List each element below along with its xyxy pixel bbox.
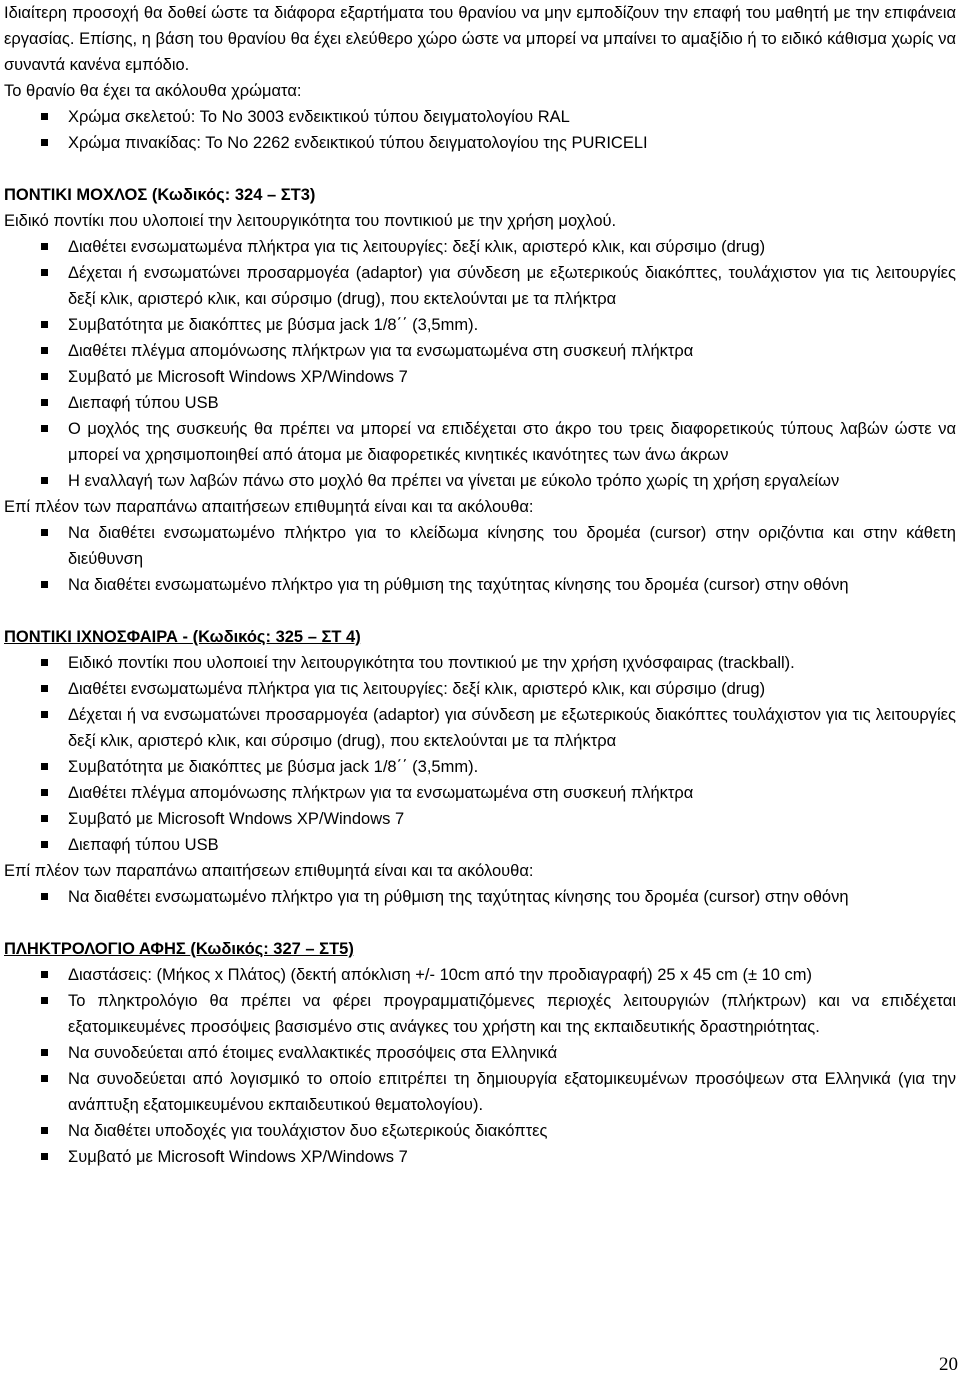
list-item: Δέχεται ή να ενσωματώνει προσαρμογέα (adaptor) για σύνδεση με εξωτερικούς διακόπτες τουλάχιστον για τις λειτουργίες δεξί κλικ, αριστερό κλικ, και σύρσιμο (drug), που εκτελούνται με τα πλήκτρα: [0, 702, 960, 754]
section-heading-touch-keyboard: [0, 936, 960, 962]
list-item: Η εναλλαγή των λαβών πάνω στο μοχλό θα πρέπει να γίνεται με εύκολο τρόπο χωρίς τη χρήση εργαλείων: [0, 468, 960, 494]
list-item: Το πληκτρολόγιο θα πρέπει να φέρει προγραμματιζόμενες περιοχές λειτουργιών (πλήκτρων) και να επιδέχεται εξατομικευμένες προσόψεις βασισμένο στις ανάγκες του χρήστη και της εκπαιδευτικής δραστηριότητας.: [0, 988, 960, 1040]
heading-title: ΠΛΗΚΤΡΟΛΟΓΙΟ ΑΦΗΣ: [4, 940, 191, 958]
list-item: Διαθέτει πλέγμα απομόνωσης πλήκτρων για τα ενσωματωμένα στη συσκευή πλήκτρα: [0, 338, 960, 364]
list-item: Χρώμα πινακίδας: Το Νο 2262 ενδεικτικού τύπου δειγματολογίου της PURICELI: [0, 130, 960, 156]
list-item: Διαθέτει ενσωματωμένα πλήκτρα για τις λειτουργίες: δεξί κλικ, αριστερό κλικ, και σύρσιμο (drug): [0, 234, 960, 260]
list-item: Διεπαφή τύπου USB: [0, 390, 960, 416]
joystick-extra-list: [0, 520, 960, 598]
list-item: Ειδικό ποντίκι που υλοποιεί την λειτουργικότητα του ποντικιού με την χρήση ιχνόσφαιρας (trackball).: [0, 650, 960, 676]
list-item: Συμβατό με Microsoft Windows XP/Windows 7: [0, 364, 960, 390]
trackball-spec-list: [0, 650, 960, 858]
list-item: Να διαθέτει ενσωματωμένο πλήκτρο για τη ρύθμιση της ταχύτητας κίνησης του δρομέα (cursor) στην οθόνη: [0, 884, 960, 910]
list-item: Να διαθέτει υποδοχές για τουλάχιστον δυο εξωτερικούς διακόπτες: [0, 1118, 960, 1144]
colors-list: [0, 104, 960, 156]
heading-title: ΠΟΝΤΙΚΙ ΙΧΝΟΣΦΑΙΡΑ -: [4, 628, 193, 646]
keyboard-spec-list: [0, 962, 960, 1170]
list-item: Συμβατότητα με διακόπτες με βύσμα jack 1/8΄΄ (3,5mm).: [0, 754, 960, 780]
intro-paragraph: Ιδιαίτερη προσοχή θα δοθεί ώστε τα διάφορα εξαρτήματα του θρανίου να μην εμποδίζουν την επαφή του μαθητή με την επιφάνεια εργασίας. Επίσης, η βάση του θρανίου θα έχει ελεύθερο χώρο ώστε να μπορεί να μπαίνει το αμαξίδιο ή το ειδικό κάθισμα χωρίς να συναντά κανένα εμπόδιο.: [4, 4, 956, 74]
section-heading-joystick-mouse: [0, 182, 960, 208]
list-item: Δέχεται ή ενσωματώνει προσαρμογέα (adaptor) για σύνδεση με εξωτερικούς διακόπτες, τουλάχιστον για τις λειτουργίες δεξί κλικ, αριστερό κλικ, και σύρσιμο (drug), που εκτελούνται με τα πλήκτρα: [0, 260, 960, 312]
list-item: Ο μοχλός της συσκευής θα πρέπει να μπορεί να επιδέχεται στο άκρο του τρεις διαφορετικούς τύπους λαβών ώστε να μπορεί να χρησιμοποιηθεί από άτομα με διαφορετικές κινητικές ικανότητες των άνω άκρων: [0, 416, 960, 468]
list-item: Να διαθέτει ενσωματωμένο πλήκτρο για τη ρύθμιση της ταχύτητας κίνησης του δρομέα (cursor) στην οθόνη: [0, 572, 960, 598]
list-item: Διαθέτει πλέγμα απομόνωσης πλήκτρων για τα ενσωματωμένα στη συσκευή πλήκτρα: [0, 780, 960, 806]
joystick-spec-list: [0, 234, 960, 494]
colors-lead: Το θρανίο θα έχει τα ακόλουθα χρώματα:: [4, 82, 302, 100]
list-item: Διαστάσεις: (Μήκος x Πλάτος) (δεκτή απόκλιση +/- 10cm από την προδιαγραφή) 25 x 45 cm (± 10 cm): [0, 962, 960, 988]
list-item: Να συνοδεύεται από λογισμικό το οποίο επιτρέπει τη δημιουργία εξατομικευμένων προσόψεων στα Ελληνικά (για την ανάπτυξη εξατομικευμένου εκπαιδευτικού θεματολογίου).: [0, 1066, 960, 1118]
heading-title: ΠΟΝΤΙΚΙ ΜΟΧΛΟΣ: [4, 186, 152, 204]
heading-code: (Κωδικός: 327 – ΣΤ5): [190, 940, 354, 958]
list-item: Διεπαφή τύπου USB: [0, 832, 960, 858]
section-heading-trackball-mouse: [0, 624, 960, 650]
intro-block: [0, 0, 960, 104]
heading-code: (Κωδικός: 325 – ΣΤ 4): [192, 628, 361, 646]
list-item: Συμβατότητα με διακόπτες με βύσμα jack 1/8΄΄ (3,5mm).: [0, 312, 960, 338]
list-item: Διαθέτει ενσωματωμένα πλήκτρα για τις λειτουργίες: δεξί κλικ, αριστερό κλικ, και σύρσιμο (drug): [0, 676, 960, 702]
list-item: Συμβατό με Microsoft Wndows XP/Windows 7: [0, 806, 960, 832]
list-item: Να συνοδεύεται από έτοιμες εναλλακτικές προσόψεις στα Ελληνικά: [0, 1040, 960, 1066]
section-lead: Ειδικό ποντίκι που υλοποιεί την λειτουργικότητα του ποντικιού με την χρήση μοχλού.: [4, 212, 617, 230]
extra-requirements-label: Επί πλέον των παραπάνω απαιτήσεων επιθυμητά είναι και τα ακόλουθα:: [4, 498, 534, 516]
list-item: Να διαθέτει ενσωματωμένο πλήκτρο για το κλείδωμα κίνησης του δρομέα (cursor) στην οριζόντια και στην κάθετη διεύθυνση: [0, 520, 960, 572]
extra-requirements-label: Επί πλέον των παραπάνω απαιτήσεων επιθυμητά είναι και τα ακόλουθα:: [4, 862, 534, 880]
heading-code: (Κωδικός: 324 – ΣΤ3): [151, 186, 316, 204]
list-item: Συμβατό με Microsoft Windows XP/Windows 7: [0, 1144, 960, 1170]
trackball-extra-list: [0, 884, 960, 910]
list-item: Χρώμα σκελετού: Το Νο 3003 ενδεικτικού τύπου δειγματολογίου RAL: [0, 104, 960, 130]
page-number: 20: [939, 1354, 958, 1375]
